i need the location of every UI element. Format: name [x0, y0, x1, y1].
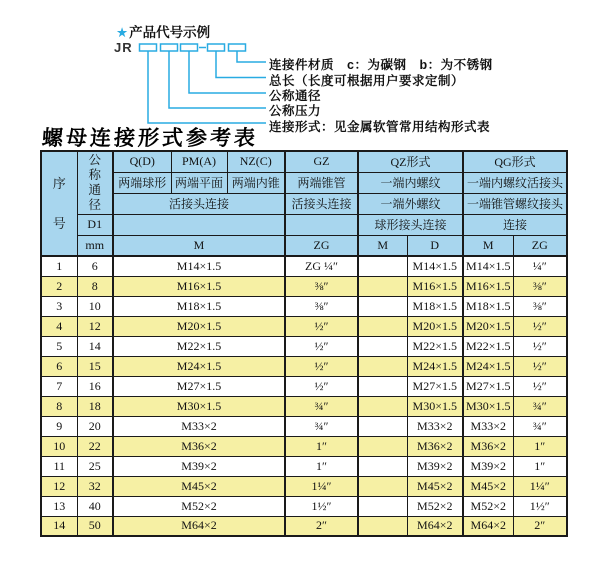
table-cell: 10 [77, 296, 113, 316]
table-cell: M64×2 [463, 516, 513, 536]
table-cell: ⅜″ [285, 276, 358, 296]
table-cell: ¾″ [285, 396, 358, 416]
header-dn: 公称通径 [77, 151, 113, 214]
nut-connection-table [40, 150, 568, 537]
table-cell: ⅜″ [513, 276, 567, 296]
star-icon: ★ [116, 25, 129, 40]
table-cell: 1¼″ [285, 476, 358, 496]
table-cell: 8 [41, 396, 77, 416]
table-cell: M39×2 [113, 456, 285, 476]
table-cell: M27×1.5 [407, 376, 463, 396]
connector-line-pressure [169, 51, 266, 108]
table-cell: 6 [77, 256, 113, 276]
table-cell: 1½″ [513, 496, 567, 516]
table-cell [358, 496, 407, 516]
header-m-main: M [113, 235, 285, 256]
table-cell: 22 [77, 436, 113, 456]
header-nz-desc: 两端内锥 [227, 172, 285, 193]
header-d1: D1 [77, 214, 113, 235]
table-row [41, 496, 567, 516]
table-cell: M24×1.5 [113, 356, 285, 376]
header-col-gz: GZ [285, 151, 358, 172]
table-cell: M22×1.5 [407, 336, 463, 356]
table-row [41, 516, 567, 536]
table-row [41, 456, 567, 476]
table-cell: 50 [77, 516, 113, 536]
diagram-title-text: 产品代号示例 [129, 25, 211, 40]
table-row [41, 256, 567, 276]
table-cell: M45×2 [407, 476, 463, 496]
table-cell: M33×2 [113, 416, 285, 436]
table-cell: 10 [41, 436, 77, 456]
table-cell: 25 [77, 456, 113, 476]
table-cell: M18×1.5 [463, 296, 513, 316]
table-cell: M22×1.5 [463, 336, 513, 356]
table-cell: 1″ [513, 456, 567, 476]
header-qz-connection: 球形接头连接 [358, 214, 463, 235]
table-cell: ½″ [513, 336, 567, 356]
table-cell [358, 256, 407, 276]
table-cell [358, 336, 407, 356]
header-m-qg: M [463, 235, 513, 256]
table-cell: M27×1.5 [113, 376, 285, 396]
code-box-3 [181, 44, 198, 51]
table-cell: 14 [77, 336, 113, 356]
header-row-1 [41, 151, 567, 172]
header-col-qg: QG形式 [463, 151, 567, 172]
header-row-2 [41, 172, 567, 193]
table-cell [358, 456, 407, 476]
table-cell: M14×1.5 [407, 256, 463, 276]
table-cell: ½″ [285, 336, 358, 356]
table-cell: M64×2 [407, 516, 463, 536]
table-cell [358, 416, 407, 436]
table-cell: 1″ [513, 436, 567, 456]
table-cell: M36×2 [113, 436, 285, 456]
table-cell: M36×2 [407, 436, 463, 456]
table-title: 螺母连接形式参考表 [41, 125, 259, 150]
table-row [41, 416, 567, 436]
table-cell: 1¼″ [513, 476, 567, 496]
header-qz-desc2: 一端外螺纹 [358, 193, 463, 214]
table-cell: M16×1.5 [463, 276, 513, 296]
header-row-3 [41, 193, 567, 214]
table-cell: M18×1.5 [407, 296, 463, 316]
table-cell: 40 [77, 496, 113, 516]
table-cell: 6 [41, 356, 77, 376]
table-cell: 11 [41, 456, 77, 476]
code-box-1 [140, 44, 157, 51]
table-cell: M20×1.5 [463, 316, 513, 336]
connector-line-diameter [189, 51, 266, 93]
code-label-length: 总长（长度可根据用户要求定制） [269, 73, 465, 88]
table-cell: ⅜″ [513, 296, 567, 316]
connector-line-length [216, 51, 266, 78]
table-row [41, 356, 567, 376]
table-cell: M30×1.5 [113, 396, 285, 416]
table-cell [358, 356, 407, 376]
table-row [41, 316, 567, 336]
table-cell: M24×1.5 [463, 356, 513, 376]
table-cell: M52×2 [113, 496, 285, 516]
table-cell: M39×2 [407, 456, 463, 476]
table-cell [358, 436, 407, 456]
diagram-title [116, 21, 210, 41]
table-cell: M14×1.5 [463, 256, 513, 276]
table-cell: 1 [41, 256, 77, 276]
code-label-material: 连接件材质 c：为碳钢 b：为不锈钢 [269, 58, 493, 72]
table-cell: 7 [41, 376, 77, 396]
table-cell: M45×2 [463, 476, 513, 496]
header-mm: mm [77, 235, 113, 256]
table-cell: ½″ [513, 376, 567, 396]
table-cell: ¾″ [285, 416, 358, 436]
header-row-5 [41, 235, 567, 256]
table-cell: 12 [41, 476, 77, 496]
table-cell: M20×1.5 [407, 316, 463, 336]
header-col-pm: PM(A) [171, 151, 227, 172]
table-row [41, 476, 567, 496]
table-cell: ¼″ [513, 256, 567, 276]
table-cell: 15 [77, 356, 113, 376]
table-cell: M33×2 [463, 416, 513, 436]
table-cell: M27×1.5 [463, 376, 513, 396]
table-cell: ZG ¼″ [285, 256, 358, 276]
table-cell: M36×2 [463, 436, 513, 456]
table-cell: 18 [77, 396, 113, 416]
table-cell: ½″ [513, 356, 567, 376]
table-row [41, 376, 567, 396]
table-cell: 1″ [285, 436, 358, 456]
table-row [41, 276, 567, 296]
table-cell [358, 376, 407, 396]
table-row [41, 436, 567, 456]
table-cell: M30×1.5 [407, 396, 463, 416]
header-col-nz: NZ(C) [227, 151, 285, 172]
code-label-diameter: 公称通径 [269, 89, 322, 103]
table-cell: ½″ [285, 356, 358, 376]
table-cell [358, 316, 407, 336]
table-row [41, 336, 567, 356]
table-cell: M22×1.5 [113, 336, 285, 356]
code-label-form: 连接形式：见金属软管常用结构形式表 [269, 119, 491, 134]
table-cell: 3 [41, 296, 77, 316]
table-cell [358, 296, 407, 316]
table-cell: M16×1.5 [113, 276, 285, 296]
table-cell: 13 [41, 496, 77, 516]
header-zg-gz: ZG [285, 235, 358, 256]
header-m-qz: M [358, 235, 407, 256]
table-cell: 2″ [285, 516, 358, 536]
header-qg-connection: 连接 [463, 214, 567, 235]
header-qg-desc2: 一端锥管螺纹接头 [463, 193, 567, 214]
header-row-4 [41, 214, 567, 235]
table-cell [358, 516, 407, 536]
header-zg-qg: ZG [513, 235, 567, 256]
table-cell: 12 [77, 316, 113, 336]
table-cell: M39×2 [463, 456, 513, 476]
table-cell: M16×1.5 [407, 276, 463, 296]
table-cell: 8 [77, 276, 113, 296]
table-cell: 1″ [285, 456, 358, 476]
code-box-4 [208, 44, 225, 51]
table-cell: ¾″ [513, 416, 567, 436]
table-cell: 2″ [513, 516, 567, 536]
table-cell: 9 [41, 416, 77, 436]
table-row [41, 296, 567, 316]
header-pm-desc: 两端平面 [171, 172, 227, 193]
table-cell: ¾″ [513, 396, 567, 416]
table-body [41, 256, 567, 536]
table-cell [358, 476, 407, 496]
code-box-5 [229, 44, 246, 51]
table-cell: M45×2 [113, 476, 285, 496]
table-header [41, 151, 567, 256]
header-gz-connection: 活接头连接 [285, 193, 358, 214]
table-cell: 5 [41, 336, 77, 356]
table-cell: ½″ [285, 376, 358, 396]
table-cell: M64×2 [113, 516, 285, 536]
connector-line-material [237, 51, 266, 62]
header-empty-main [113, 214, 285, 235]
table-row [41, 396, 567, 416]
header-col-q: Q(D) [113, 151, 171, 172]
table-cell: ⅜″ [285, 296, 358, 316]
table-cell [358, 396, 407, 416]
header-col-qz: QZ形式 [358, 151, 463, 172]
header-qg-desc1: 一端内螺纹活接头 [463, 172, 567, 193]
table-cell: 32 [77, 476, 113, 496]
table-cell: M24×1.5 [407, 356, 463, 376]
table-cell: ½″ [513, 316, 567, 336]
code-label-pressure: 公称压力 [269, 104, 322, 118]
table-cell: 2 [41, 276, 77, 296]
table-cell: M33×2 [407, 416, 463, 436]
table-cell: M20×1.5 [113, 316, 285, 336]
header-seq: 序号 [41, 151, 77, 256]
header-empty-gz [285, 214, 358, 235]
table-cell: M14×1.5 [113, 256, 285, 276]
table-cell [358, 276, 407, 296]
table-cell: M52×2 [407, 496, 463, 516]
header-union-connection: 活接头连接 [113, 193, 285, 214]
table-cell: M18×1.5 [113, 296, 285, 316]
header-q-desc: 两端球形 [113, 172, 171, 193]
code-box-2 [161, 44, 178, 51]
header-gz-desc: 两端锥管 [285, 172, 358, 193]
header-qz-desc1: 一端内螺纹 [358, 172, 463, 193]
table-cell: 20 [77, 416, 113, 436]
table-cell: 1½″ [285, 496, 358, 516]
table-cell: 14 [41, 516, 77, 536]
table-cell: M30×1.5 [463, 396, 513, 416]
table-cell: 4 [41, 316, 77, 336]
table-cell: 16 [77, 376, 113, 396]
header-d-qz: D [407, 235, 463, 256]
table-cell: M52×2 [463, 496, 513, 516]
code-prefix: JR [114, 40, 133, 55]
table-cell: ½″ [285, 316, 358, 336]
